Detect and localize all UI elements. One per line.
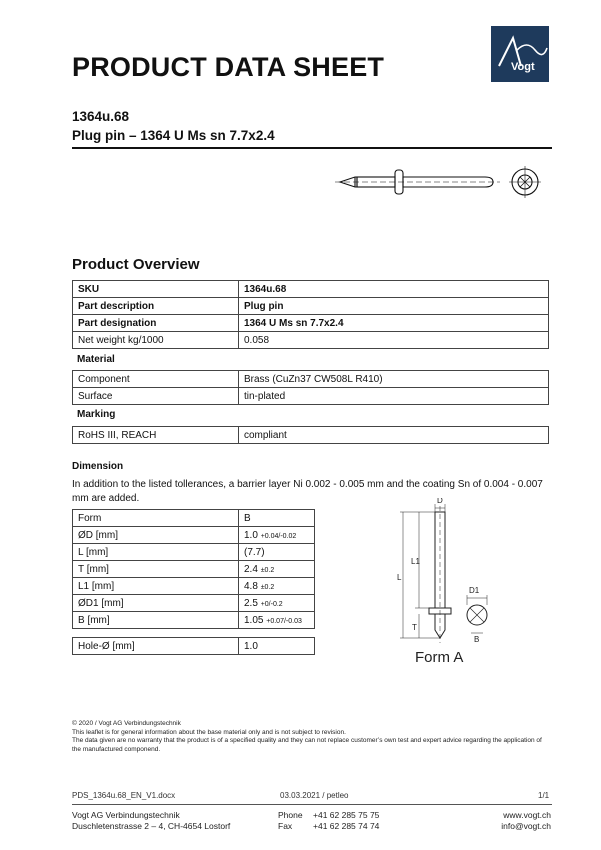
row-label: Part description	[73, 298, 239, 315]
row-value	[239, 595, 315, 612]
table-row	[73, 544, 315, 561]
website-link[interactable]: www.vogt.ch	[503, 810, 551, 820]
logo-text: Vogt	[511, 61, 535, 73]
product-heading: Plug pin – 1364 U Ms sn 7.7x2.4	[72, 128, 275, 143]
company-address	[72, 810, 230, 832]
row-label: Component	[73, 371, 239, 388]
doc-id: PDS_1364u.68_EN_V1.docx	[72, 791, 176, 800]
row-value	[239, 527, 315, 544]
overview-title: Product Overview	[72, 256, 200, 273]
row-label: T [mm]	[73, 561, 239, 578]
page-title: PRODUCT DATA SHEET	[72, 52, 385, 82]
dimension-table	[72, 509, 315, 655]
table-row	[73, 332, 549, 349]
material-table	[72, 370, 549, 405]
row-value: 1364 U Ms sn 7.7x2.4	[239, 315, 549, 332]
row-value: Plug pin	[239, 298, 549, 315]
table-row	[73, 561, 315, 578]
row-label: Net weight kg/1000	[73, 332, 239, 349]
row-label: B [mm]	[73, 612, 239, 629]
label-form: Form A	[415, 649, 464, 666]
value: 4.8	[244, 580, 258, 592]
company-logo	[491, 26, 549, 82]
row-value: tin-plated	[239, 388, 549, 405]
table-row	[73, 612, 315, 629]
label-b: B	[474, 635, 480, 644]
row-value	[239, 612, 315, 629]
tolerance: +0.04/-0.02	[260, 532, 297, 540]
row-value	[239, 544, 315, 561]
label-t: T	[412, 623, 417, 632]
dimension-title: Dimension	[72, 461, 124, 472]
row-value: Brass (CuZn37 CW508L R410)	[239, 371, 549, 388]
row-label: ØD1 [mm]	[73, 595, 239, 612]
street-address: Duschletenstrasse 2 – 4, CH-4654 Lostorf	[72, 821, 231, 831]
row-label: Part designation	[73, 315, 239, 332]
material-label: Material	[77, 354, 115, 365]
spacer-row	[73, 629, 315, 638]
label-l1: L1	[411, 557, 420, 566]
row-label: Hole-Ø [mm]	[73, 638, 239, 655]
value: 1.0	[244, 529, 258, 541]
label-d1: D1	[469, 586, 480, 595]
tolerance: +0/-0.2	[260, 600, 283, 608]
table-row	[73, 595, 315, 612]
phone-label: Phone	[278, 810, 303, 820]
header-divider	[72, 147, 552, 149]
tolerance: ±0.2	[260, 566, 275, 574]
company-name: Vogt AG Verbindungstechnik	[72, 810, 180, 820]
tolerance: +0.07/-0.03	[266, 617, 302, 625]
table-row	[73, 315, 549, 332]
table-row	[73, 427, 549, 444]
note-2: The data given are no warranty that the product is of a specified quality and they can not replace customer’s own test and expert advice regarding the application of the manufactured componend.	[72, 737, 542, 753]
date-author: 03.03.2021 / petleo	[280, 791, 349, 800]
fax-number: +41 62 285 74 74	[313, 821, 380, 831]
row-label: Surface	[73, 388, 239, 405]
marking-table	[72, 426, 549, 444]
form-a-drawing	[395, 498, 505, 668]
footer-disclaimer	[72, 720, 552, 754]
value: 1.05	[244, 614, 264, 626]
row-value	[239, 578, 315, 595]
fax-label: Fax	[278, 821, 293, 831]
table-row	[73, 298, 549, 315]
contact-web	[501, 810, 551, 832]
row-label: Form	[73, 510, 239, 527]
row-label: SKU	[73, 281, 239, 298]
label-l: L	[397, 573, 402, 582]
page-number: 1/1	[538, 791, 550, 800]
row-value	[239, 638, 315, 655]
footer-divider	[72, 804, 552, 805]
contact-numbers	[313, 810, 379, 832]
row-value	[239, 510, 315, 527]
vogt-logo-icon	[491, 26, 549, 82]
table-row	[73, 638, 315, 655]
value: 1.0	[244, 640, 258, 652]
table-row	[73, 578, 315, 595]
row-value: 0.058	[239, 332, 549, 349]
dimension-note: In addition to the listed tollerances, a barrier layer Ni 0.002 - 0.005 mm and the coating Sn of 0.004 - 0.007 mm are added.	[72, 479, 543, 504]
value: 2.4	[244, 563, 258, 575]
label-d: D	[437, 498, 443, 505]
table-row	[73, 510, 315, 527]
row-value: 1364u.68	[239, 281, 549, 298]
row-label: L [mm]	[73, 544, 239, 561]
table-row	[73, 281, 549, 298]
row-label: RoHS III, REACH	[73, 427, 239, 444]
table-row	[73, 371, 549, 388]
marking-label: Marking	[77, 409, 116, 420]
overview-table	[72, 280, 549, 349]
row-label: L1 [mm]	[73, 578, 239, 595]
email-link[interactable]: info@vogt.ch	[501, 821, 551, 831]
copyright: © 2020 / Vogt AG Verbindungstechnik	[72, 720, 181, 727]
contact-labels	[278, 810, 303, 832]
table-row	[73, 527, 315, 544]
row-value	[239, 561, 315, 578]
sku-heading: 1364u.68	[72, 109, 130, 124]
value: B	[244, 512, 251, 524]
note-1: This leaflet is for general information about the base material only and is not subject to revision.	[72, 728, 346, 736]
pin-side-drawing	[335, 160, 550, 205]
phone-number: +41 62 285 75 75	[313, 810, 380, 820]
row-label: ØD [mm]	[73, 527, 239, 544]
value: (7.7)	[244, 546, 265, 558]
table-row	[73, 388, 549, 405]
value: 2.5	[244, 597, 258, 609]
tolerance: ±0.2	[260, 583, 275, 591]
row-value: compliant	[239, 427, 549, 444]
